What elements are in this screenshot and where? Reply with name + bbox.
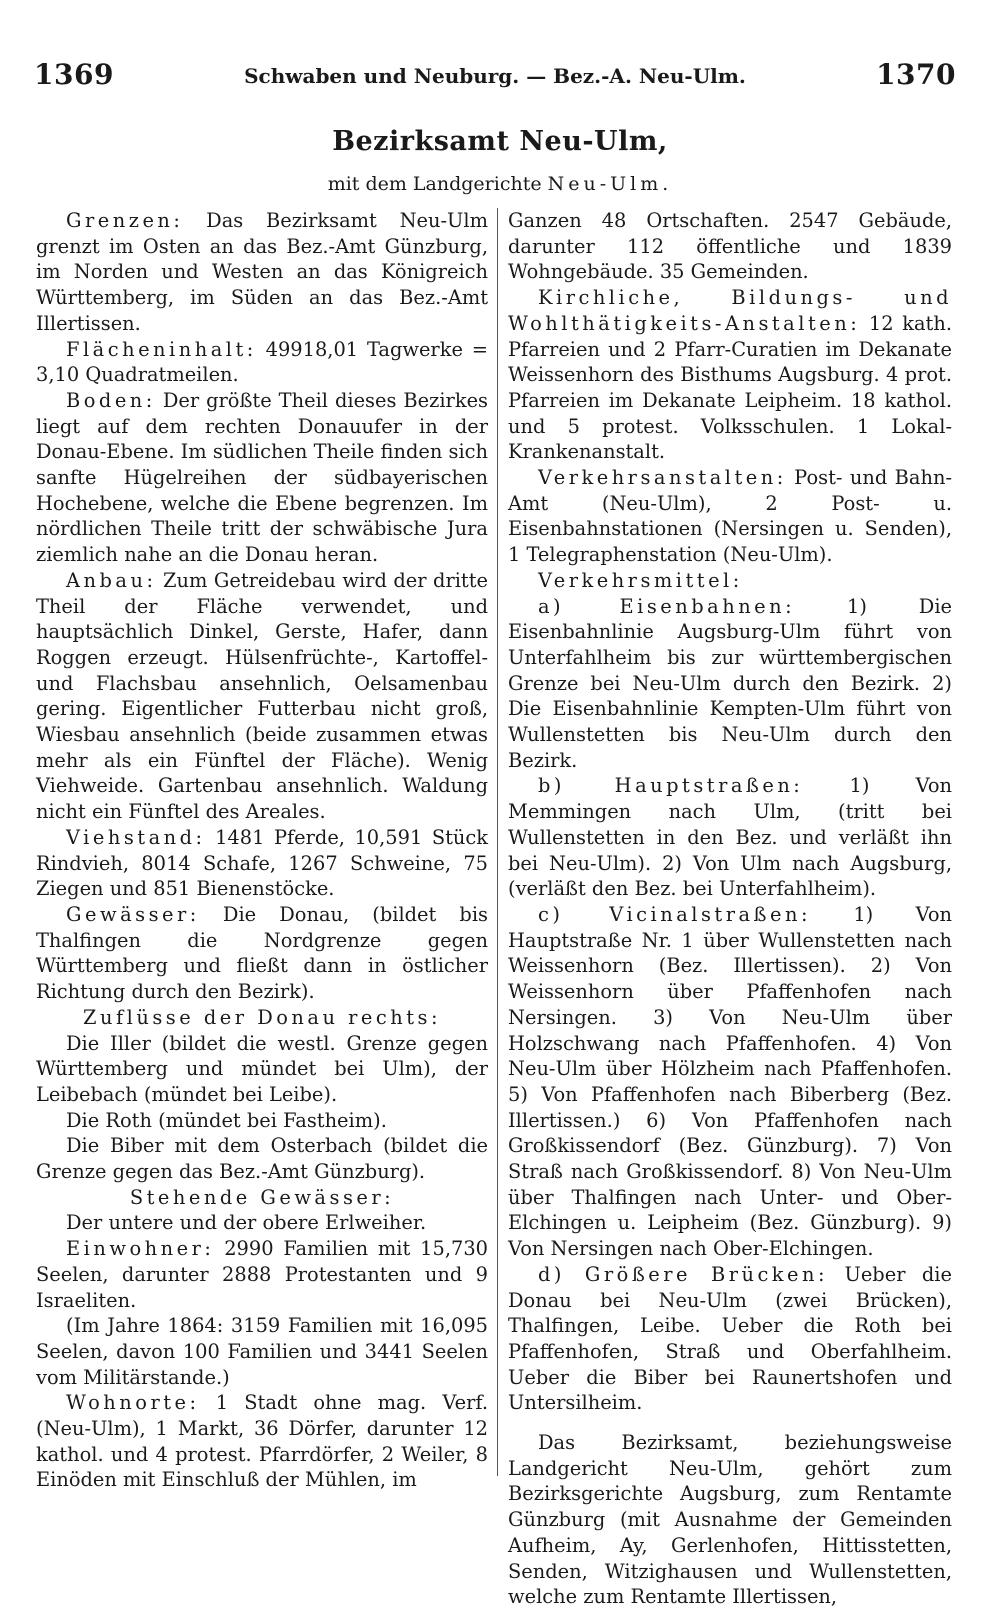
paragraph-text: Die Biber mit dem Osterbach (bildet die Grenze gegen das Bez.-Amt Günzburg). <box>36 1134 488 1184</box>
paragraph <box>36 337 488 388</box>
paragraph-text: 1) Die Eisenbahnlinie Augsburg-Ulm führt von Unterfahlheim bis zur württembergischen Grenze bei Neu-Ulm durch den Bezirk. 2) Die Eisenbahnlinie Kempten-Ulm führt von Wullenstetten bis Neu-Ulm durch den Bezirk. <box>508 594 952 772</box>
paragraph-lead: Einwohner: <box>66 1237 215 1261</box>
paragraph-text: Ueber die Donau bei Neu-Ulm (zwei Brücken), Thalfingen, Leibe. Ueber die Roth bei Pfaffenhofen, Straß und Oberfahlheim. Ueber die Biber bei Raunertshofen und Untersilheim. <box>508 1262 952 1415</box>
paragraph-lead: Anbau: <box>66 568 157 592</box>
paragraph-text: Die Donau, (bildet bis Thalfingen die Nordgrenze gegen Württemberg und fließt dann in östlicher Richtung durch den Bezirk). <box>36 902 488 1004</box>
subheading-text: Stehende Gewässer: <box>129 1185 395 1209</box>
section-title: Bezirksamt Neu-Ulm, <box>332 126 668 157</box>
paragraph <box>508 1430 952 1610</box>
paragraph-lead: Gewässer: <box>66 902 200 926</box>
paragraph-lead: Wohnorte: <box>66 1391 200 1415</box>
paragraph-text: 2990 Familien mit 15,730 Seelen, darunter 2888 Protestanten und 9 Israeliten. <box>36 1237 488 1312</box>
section-subtitle <box>0 173 1000 195</box>
paragraph-text: Zum Getreidebau wird der dritte Theil der Fläche verwendet, und hauptsächlich Dinkel, Gerste, Hafer, dann Roggen erzeugt. Hülsenfrüchte-, Kartoffel- und Flachsbau ansehnlich, Oelsamenbau gering. Eigentlicher Futterbau nicht groß, Wiesbau ansehnlich (beide zusammen etwas mehr als ein Fünftel der Fläche). Wenig Viehweide. Gartenbau ansehnlich. Waldung nicht ein Fünftel des Areales. <box>36 568 488 824</box>
subheading <box>36 1005 488 1031</box>
paragraph <box>508 594 952 774</box>
paragraph-text: Die Iller (bildet die westl. Grenze gegen Württemberg und mündet bei Ulm), der Leibebach (mündet bei Leibe). <box>36 1031 488 1106</box>
paragraph <box>508 1262 952 1416</box>
paragraph-lead: Boden: <box>66 388 156 412</box>
paragraph <box>508 208 952 285</box>
paragraph <box>36 208 488 337</box>
paragraph-text: Der untere und der obere Erlweiher. <box>66 1211 427 1235</box>
paragraph-lead: Verkehrsmittel: <box>538 568 743 592</box>
running-title: Schwaben und Neuburg. — Bez.-A. Neu-Ulm. <box>244 64 746 88</box>
column-divider <box>497 208 498 1476</box>
paragraph-lead: Kirchliche, Bildungs- und Wohlthätigkeits-Anstalten: <box>508 286 952 335</box>
paragraph-text: 1481 Pferde, 10,591 Stück Rindvieh, 8014 Schafe, 1267 Schweine, 75 Ziegen und 851 Bienenstöcke. <box>36 825 488 901</box>
paragraph-lead: Viehstand: <box>66 825 206 849</box>
paragraph-text: 49918,01 Tagwerke = 3,10 Quadratmeilen. <box>36 337 488 387</box>
subtitle-prefix: mit dem Landgerichte <box>327 173 542 195</box>
paragraph <box>508 773 952 902</box>
paragraph <box>36 1313 488 1390</box>
paragraph-text: 1 Stadt ohne mag. Verf. (Neu-Ulm), 1 Markt, 36 Dörfer, darunter 12 kathol. und 4 protest. Pfarrdörfer, 2 Weiler, 8 Einöden mit Einschluß der Mühlen, im <box>36 1391 488 1492</box>
paragraph <box>36 1210 488 1236</box>
paragraph <box>36 1390 488 1493</box>
paragraph <box>36 1236 488 1313</box>
page-header <box>34 58 956 98</box>
paragraph-text: Die Roth (mündet bei Fastheim). <box>66 1108 387 1132</box>
paragraph-text: 1) Von Memmingen nach Ulm, (tritt bei Wullenstetten in den Bez. und verläßt ihn bei Neu-Ulm). 2) Von Ulm nach Augsburg, (verläßt den Bez. bei Unterfahlheim). <box>508 774 952 901</box>
paragraph <box>36 388 488 568</box>
paragraph-text: Das Bezirksamt Neu-Ulm grenzt im Osten an das Bez.-Amt Günzburg, im Norden und Westen an das Königreich Württemberg, im Süden an das Bez.-Amt Illertissen. <box>36 209 488 335</box>
paragraph-text: (Im Jahre 1864: 3159 Familien mit 16,095 Seelen, davon 100 Familien und 3441 Seelen vom Militärstande.) <box>36 1314 488 1389</box>
paragraph-lead: Grenzen: <box>66 209 184 232</box>
subtitle-name: Neu-Ulm. <box>547 173 673 195</box>
subheading-text: Zuflüsse der Donau rechts: <box>83 1005 441 1029</box>
paragraph-lead: Flächeninhalt: <box>66 337 257 361</box>
paragraph-text: Ganzen 48 Ortschaften. 2547 Gebäude, darunter 112 öffentliche und 1839 Wohngebäude. 35 Gemeinden. <box>508 209 952 284</box>
paragraph <box>36 1108 488 1134</box>
page-number-left: 1369 <box>34 58 114 91</box>
paragraph-text: Post- und Bahn-Amt (Neu-Ulm), 2 Post- u. Eisenbahnstationen (Nersingen u. Senden), 1 Telegraphenstation (Neu-Ulm). <box>508 466 952 567</box>
paragraph-lead: a) Eisenbahnen: <box>538 594 796 618</box>
left-column <box>36 208 488 1493</box>
paragraph-lead: Verkehrsanstalten: <box>538 466 787 490</box>
paragraph <box>36 825 488 902</box>
paragraph <box>36 568 488 825</box>
page-number-right: 1370 <box>876 58 956 91</box>
paragraph <box>508 568 952 594</box>
right-column <box>508 208 952 1610</box>
paragraph <box>36 1133 488 1184</box>
subheading <box>36 1185 488 1211</box>
paragraph-lead: b) Hauptstraßen: <box>538 774 804 798</box>
paragraph <box>508 902 952 1262</box>
paragraph-text: Das Bezirksamt, beziehungsweise Landgericht Neu-Ulm, gehört zum Bezirksgerichte Augsburg, zum Rentamte Günzburg (mit Ausnahme der Gemeinden Aufheim, Ay, Gerlenhofen, Hittisstetten, Senden, Witzighausen und Wullenstetten, welche zum Rentamte Illertissen, <box>508 1431 952 1609</box>
paragraph-lead: c) Vicinalstraßen: <box>538 902 811 926</box>
paragraph-text: 1) Von Hauptstraße Nr. 1 über Wullenstetten nach Weissenhorn (Bez. Illertissen). 2) Von Weissenhorn über Pfaffenhofen nach Nersingen. 3) Von Neu-Ulm über Holzschwang nach Pfaffenhofen. 4) Von Neu-Ulm über Hölzheim nach Pfaffenhofen. 5) Von Pfaffenhofen nach Biberberg (Bez. Illertissen.) 6) Von Pfaffenhofen nach Großkissendorf (Bez. Günzburg). 7) Von Straß nach Großkissendorf. 8) Von Neu-Ulm über Thalfingen nach Unter- und Ober-Elchingen u. Leipheim (Bez. Günzburg). 9) Von Nersingen nach Ober-Elchingen. <box>508 902 952 1261</box>
paragraph-text: 12 kath. Pfarreien und 2 Pfarr-Curatien im Dekanate Weissenhorn des Bisthums Augsburg. 4 prot. Pfarreien im Dekanate Leipheim. 18 kathol. und 5 protest. Volksschulen. 1 Lokal-Krankenanstalt. <box>508 311 952 464</box>
paragraph <box>508 285 952 465</box>
paragraph <box>508 465 952 568</box>
paragraph-text: Der größte Theil dieses Bezirkes liegt auf dem rechten Donauufer in der Donau-Ebene. Im südlichen Theile finden sich sanfte Hügelreihen der südbayerischen Hochebene, welche die Ebene begrenzen. Im nördlichen Theile tritt der schwäbische Jura ziemlich nahe an die Donau heran. <box>36 388 488 567</box>
paragraph <box>36 902 488 1005</box>
paragraph-lead: d) Größere Brücken: <box>538 1262 829 1286</box>
paragraph <box>36 1031 488 1108</box>
